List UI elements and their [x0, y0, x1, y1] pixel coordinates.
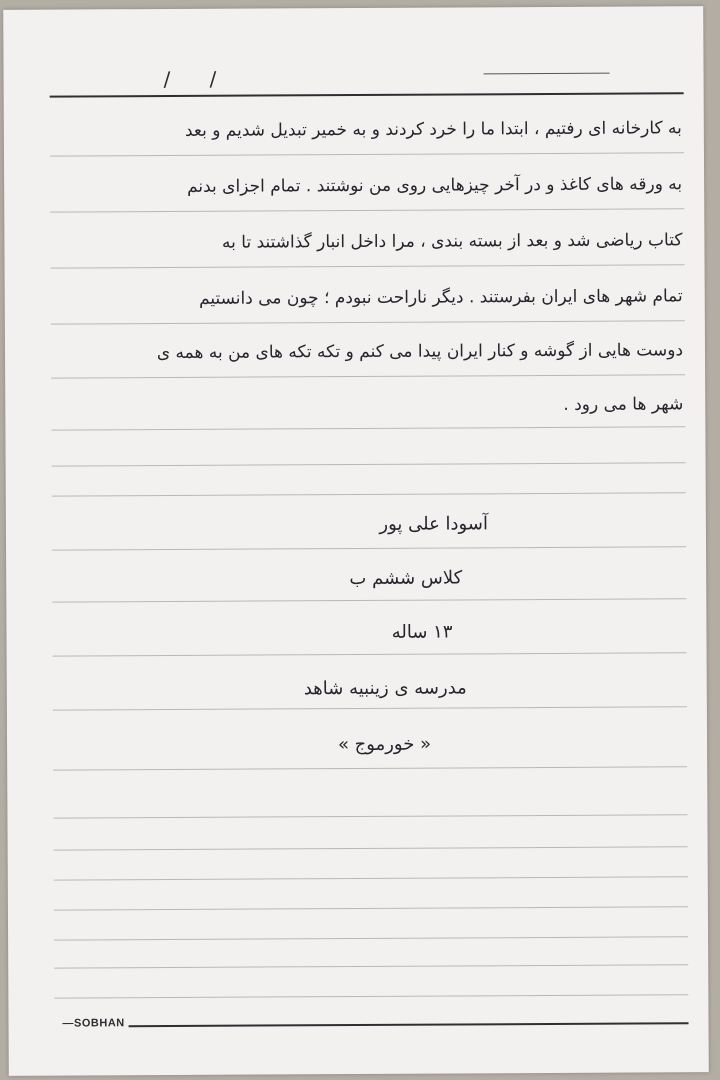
notebook-brand: —SOBHAN — [62, 1017, 128, 1029]
ruled-line — [52, 598, 686, 602]
ruled-line — [53, 766, 687, 770]
letter-line-1: به کارخانه ای رفتیم ، ابتدا ما را خرد کردند و به خمیر تبدیل شدیم و بعد — [184, 118, 682, 141]
ruled-line — [54, 906, 688, 910]
ruled-line — [54, 846, 688, 850]
ruled-line — [52, 546, 686, 550]
letter-line-6: شهر ها می رود . — [563, 394, 684, 415]
ruled-line — [51, 426, 685, 430]
letter-line-5: دوست هایی از گوشه و کنار ایران پیدا می کنم و تکه تکه های من به همه ی — [156, 340, 684, 364]
ruled-line — [54, 936, 688, 940]
letter-line-2: به ورقه های کاغذ و در آخر چیزهایی روی من نوشتند . تمام اجزای بدنم — [186, 174, 683, 197]
top-rule — [50, 92, 684, 97]
ruled-line — [51, 264, 685, 268]
ruled-line — [50, 152, 684, 156]
author-age: ۱۳ ساله — [391, 621, 453, 643]
date-separator: / — [209, 66, 217, 91]
ruled-line — [54, 876, 688, 880]
city-name: « خورموج » — [337, 733, 432, 756]
school-name: مدرسه ی زینبیه شاهد — [303, 677, 467, 700]
date-separator: / — [163, 66, 171, 92]
date-line — [484, 73, 610, 75]
ruled-line — [50, 208, 684, 212]
letter-line-3: کتاب ریاضی شد و بعد از بسته بندی ، مرا داخل انبار گذاشتند تا به — [221, 230, 683, 253]
bottom-rule — [129, 1022, 689, 1027]
notebook-page — [3, 6, 709, 1076]
author-class: کلاس ششم ب — [349, 567, 463, 590]
ruled-line — [52, 462, 686, 466]
letter-line-4: تمام شهر های ایران بفرستند . دیگر ناراحت نبودم ؛ چون می دانستیم — [198, 286, 683, 309]
ruled-line — [54, 994, 688, 998]
author-name: آسودا علی پور — [379, 513, 488, 535]
ruled-line — [52, 492, 686, 496]
ruled-line — [53, 814, 687, 818]
ruled-line — [54, 964, 688, 968]
ruled-line — [51, 320, 685, 324]
ruled-line — [53, 652, 687, 656]
ruled-line — [51, 374, 685, 378]
ruled-line — [53, 706, 687, 710]
